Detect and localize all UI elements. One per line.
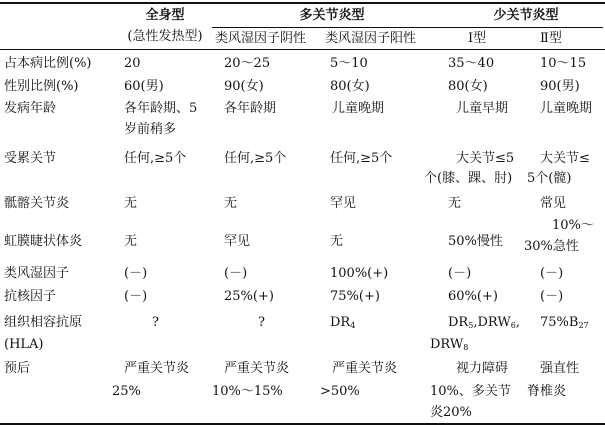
cell-hla-type-1-line1 <box>448 314 520 331</box>
cell-sex-type-1: 80(女) <box>448 79 488 94</box>
poly-header-underline <box>212 27 448 28</box>
bottom-rule <box>0 423 605 425</box>
cell-sacro-type-1: 无 <box>448 196 462 211</box>
cell-irido-rf-neg: 罕见 <box>224 234 251 249</box>
cell-irido-systemic: 无 <box>124 234 138 249</box>
cell-sacro-type-2: 常见 <box>540 196 567 211</box>
cell-joints-rf-pos: 任何,≥5个 <box>330 151 393 166</box>
cell-hla-type-1-line2 <box>430 336 468 353</box>
cell-age-rf-pos: 儿童晚期 <box>332 101 385 116</box>
cell-rf-rf-pos: 100%(+) <box>330 266 389 281</box>
cell-hla-type-2-sub: 27 <box>578 321 589 330</box>
cell-ratio-systemic: 20 <box>124 56 141 71</box>
cell-hla-type-1-drw-sub: 6 <box>510 321 516 330</box>
cell-joints-rf-neg: 任何,≥5个 <box>224 151 287 166</box>
cell-sex-rf-neg: 90(女) <box>224 79 264 94</box>
cell-hla-rf-pos-text: DR <box>330 315 351 330</box>
cell-rf-systemic: (－) <box>124 266 148 281</box>
cell-age-rf-neg: 各年龄期 <box>224 101 277 116</box>
cell-prog-systemic-line2: 25% <box>112 384 141 399</box>
cell-sex-systemic: 60(男) <box>124 79 164 94</box>
header-polyarticular: 多关节炎型 <box>299 8 365 23</box>
cell-hla-rf-neg: ? <box>258 315 265 330</box>
cell-hla-rf-pos-sub: 4 <box>350 321 356 330</box>
cell-joints-type-2-line2: 5个(髋) <box>527 171 572 186</box>
cell-ana-rf-pos: 75%(+) <box>330 289 380 304</box>
header-rf-positive: 类风湿因子阳性 <box>325 31 417 46</box>
cell-ratio-type-1: 35～40 <box>448 56 495 71</box>
cell-prog-type-1-line1: 视力障碍 <box>456 361 509 376</box>
cell-hla-systemic: ? <box>152 315 159 330</box>
cell-hla-type-1-drw: ,DRW <box>473 315 511 330</box>
cell-joints-type-2-line1: 大关节≤ <box>540 151 590 166</box>
cell-hla-type-1-dr-sub: 5 <box>468 321 474 330</box>
cell-sex-rf-pos: 80(女) <box>330 79 370 94</box>
cell-prog-type-2-line1: 强直性 <box>540 361 580 376</box>
cell-ratio-type-2: 10～15 <box>540 56 587 71</box>
header-systemic: 全身型 <box>145 8 185 23</box>
cell-age-systemic-line1: 各年龄期、5 <box>124 101 198 116</box>
cell-hla-type-1-comma: , <box>515 315 520 330</box>
header-bottom-rule <box>0 49 605 50</box>
cell-joints-type-1-line2: 个(膝、踝、肘) <box>424 171 513 186</box>
row-label-hla-line1: 组织相容抗原 <box>4 315 83 330</box>
cell-prog-rf-pos-line2: >50% <box>320 384 360 399</box>
cell-sacro-systemic: 无 <box>124 196 138 211</box>
cell-joints-systemic: 任何,≥5个 <box>124 151 187 166</box>
cell-rf-type-1: (－) <box>448 266 472 281</box>
cell-prog-rf-neg-line2: 10%～15% <box>212 384 283 399</box>
pauci-header-underline <box>448 27 603 28</box>
cell-ratio-rf-neg: 20～25 <box>224 56 271 71</box>
cell-joints-type-1-line1: 大关节≤5 <box>456 151 515 166</box>
cell-ana-systemic: (－) <box>124 289 148 304</box>
cell-age-type-1: 儿童早期 <box>456 101 509 116</box>
header-type-1: Ⅰ型 <box>468 31 487 46</box>
header-rf-negative: 类风湿因子阴性 <box>215 31 307 46</box>
cell-irido-type-1: 50%慢性 <box>448 234 503 249</box>
row-label-joints: 受累关节 <box>4 151 57 166</box>
cell-prog-systemic-line1: 严重关节炎 <box>124 361 190 376</box>
cell-hla-type-2 <box>540 314 589 331</box>
row-label-ratio: 占本病比例(%) <box>4 56 92 71</box>
cell-sex-type-2: 90(男) <box>540 79 580 94</box>
cell-rf-type-2: (－) <box>540 266 564 281</box>
header-systemic-subtitle: (急性发热型) <box>127 29 203 44</box>
cell-hla-type-1-dr: DR <box>448 315 469 330</box>
row-label-sacroiliitis: 骶髂关节炎 <box>4 196 70 211</box>
row-label-hla-line2: (HLA) <box>4 337 44 352</box>
cell-ana-type-2: (－) <box>540 289 564 304</box>
cell-prog-rf-pos-line1: 严重关节炎 <box>332 361 398 376</box>
cell-hla-rf-pos <box>330 314 355 331</box>
cell-age-systemic-line2: 岁前稍多 <box>124 122 177 137</box>
row-label-iridocyclitis: 虹膜睫状体炎 <box>4 234 83 249</box>
top-rule <box>0 2 605 4</box>
cell-ana-type-1: 60%(+) <box>448 289 498 304</box>
cell-prog-type-2-line2: 脊椎炎 <box>527 384 567 399</box>
cell-ratio-rf-pos: 5～10 <box>330 56 368 71</box>
row-label-rheumatoid-factor: 类风湿因子 <box>4 266 70 281</box>
cell-sacro-rf-pos: 罕见 <box>330 196 357 211</box>
cell-age-type-2: 儿童晚期 <box>540 101 593 116</box>
header-pauciarticular: 少关节炎型 <box>493 8 559 23</box>
row-label-onset-age: 发病年龄 <box>4 101 57 116</box>
cell-prog-type-1-line2: 10%、多关节 <box>430 384 511 399</box>
row-label-sex: 性别比例(%) <box>4 79 79 94</box>
cell-prog-type-1-line3: 炎20% <box>430 405 472 420</box>
cell-irido-type-2-line2: 30%急性 <box>524 239 579 254</box>
cell-hla-type-1-drw8-sub: 8 <box>463 343 469 352</box>
cell-sacro-rf-neg: 无 <box>224 196 238 211</box>
header-type-2: Ⅱ型 <box>540 31 562 46</box>
row-label-prognosis: 预后 <box>4 361 31 376</box>
cell-rf-rf-neg: (－) <box>224 266 248 281</box>
row-label-antinuclear-factor: 抗核因子 <box>4 289 57 304</box>
cell-irido-rf-pos: 无 <box>330 234 344 249</box>
cell-hla-type-1-drw8: DRW <box>430 337 464 352</box>
cell-prog-rf-neg-line1: 严重关节炎 <box>224 361 290 376</box>
cell-irido-type-2-line1: 10%～ <box>552 218 594 233</box>
cell-hla-type-2-text: 75%B <box>540 315 579 330</box>
cell-ana-rf-neg: 25%(+) <box>224 289 274 304</box>
